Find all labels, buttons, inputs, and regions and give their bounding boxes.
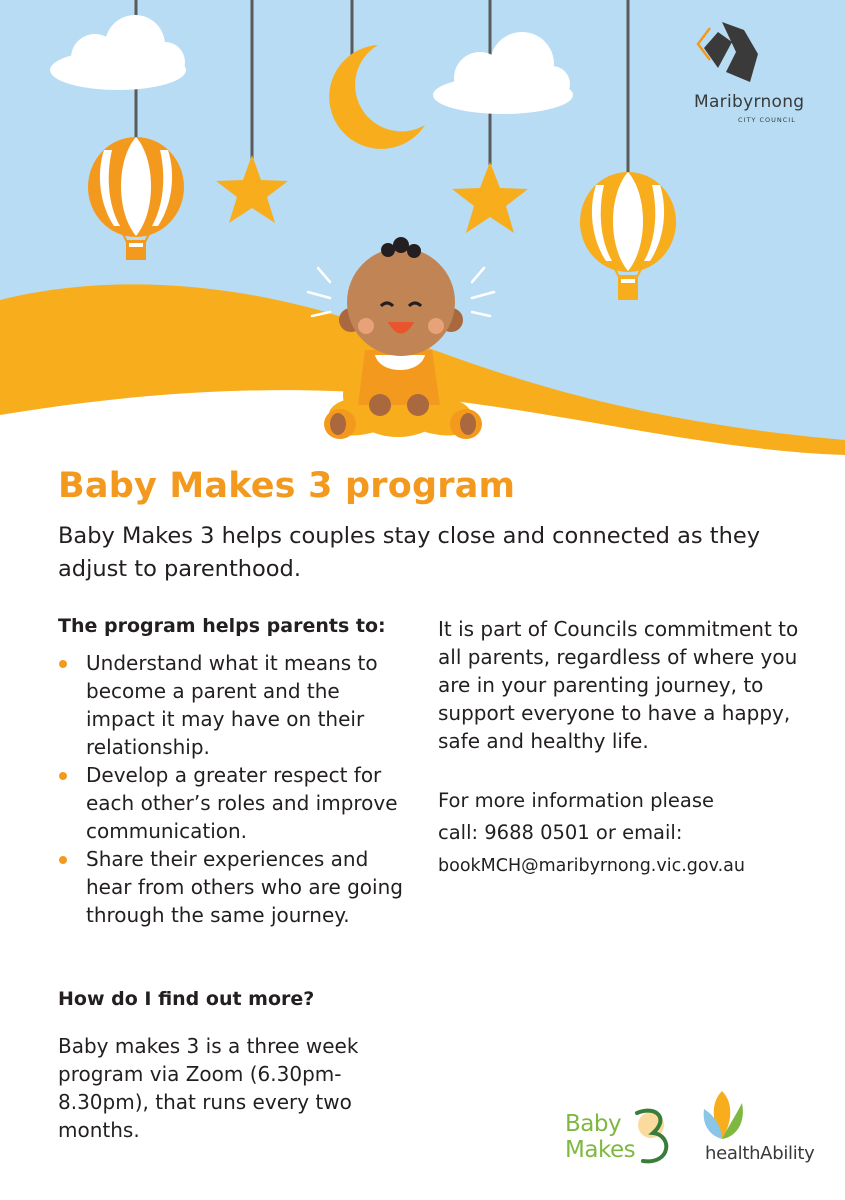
page-title: Baby Makes 3 program: [58, 466, 516, 506]
find-out-more-heading: How do I find out more?: [58, 988, 315, 1010]
email-link[interactable]: bookMCH@maribyrnong.vic.gov.au: [438, 856, 745, 876]
right-column: [438, 615, 818, 882]
baby-makes-3-logo: [565, 1105, 680, 1167]
find-out-more-text: Baby makes 3 is a three week program via Zoom (6.30pm-8.30pm), that runs every two months.: [58, 1034, 359, 1142]
baby-makes-logo-line1: Baby: [565, 1111, 622, 1137]
baby-makes-logo-line2: Makes: [565, 1137, 636, 1163]
hero-illustration: [0, 0, 845, 460]
list-item: Develop a greater respect for each other’s roles and improve communication.: [58, 761, 408, 845]
contact-info: [438, 785, 818, 882]
healthability-logo: [700, 1085, 825, 1167]
council-logo: [688, 20, 823, 130]
contact-line-2: call: 9688 0501 or email:: [438, 821, 683, 844]
left-column: [58, 615, 408, 929]
commitment-paragraph: It is part of Councils commitment to all parents, regardless of where you are in your parenting journey, to support everyone to have a happy, safe and healthy life.: [438, 617, 799, 753]
list-item: Share their experiences and hear from others who are going through the same journey.: [58, 845, 408, 929]
healthability-logo-text: healthAbility: [705, 1143, 815, 1164]
leaf-icon: [700, 1085, 760, 1145]
council-logo-sub: CITY COUNCIL: [738, 116, 796, 124]
program-helps-heading: The program helps parents to:: [58, 615, 386, 637]
baby-3-icon: [631, 1105, 675, 1167]
contact-line-1: For more information please: [438, 789, 715, 812]
council-logo-name: Maribyrnong: [694, 92, 805, 112]
benefits-list: [58, 649, 408, 929]
council-logo-icon: [688, 20, 768, 90]
intro-text: Baby Makes 3 helps couples stay close and connected as they adjust to parenthood.: [58, 523, 761, 582]
list-item: Understand what it means to become a parent and the impact it may have on their relationship.: [58, 649, 408, 761]
